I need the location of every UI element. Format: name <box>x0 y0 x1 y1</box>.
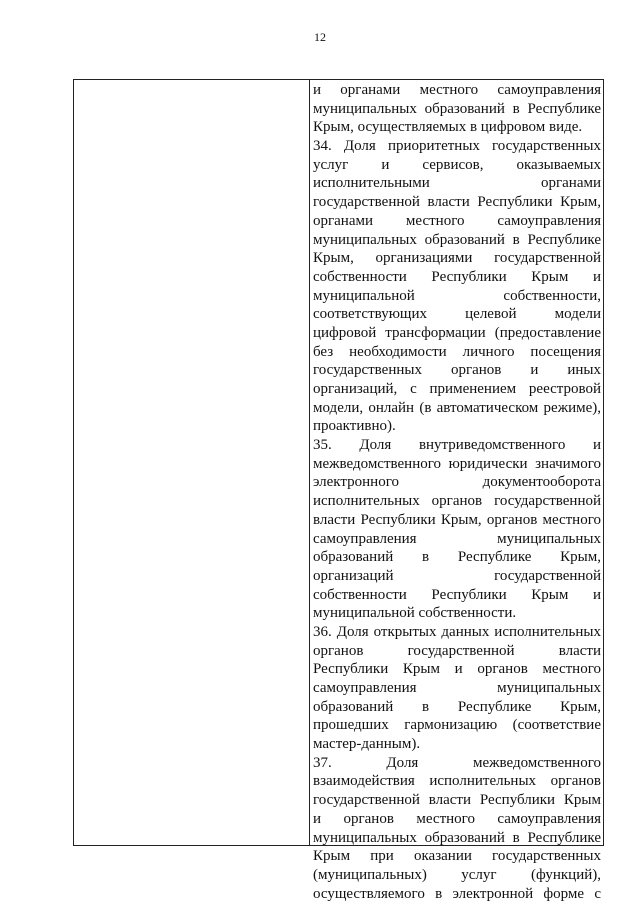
text-line: (муниципальных) услуг (функций), <box>313 866 601 883</box>
text-line: 36. Доля открытых данных исполнительных <box>313 623 601 640</box>
text-line: цифровой трансформации (предоставление <box>313 324 601 341</box>
text-line: муниципальных образований в Республике <box>313 100 601 117</box>
text-line: и органов местного самоуправления <box>313 810 601 827</box>
text-line: услуг и сервисов, оказываемых <box>313 156 601 173</box>
text-line: Крым при оказании государственных <box>313 848 601 865</box>
text-line: осуществляемого в электронной форме с <box>313 885 601 902</box>
text-line: органами местного самоуправления <box>313 212 601 229</box>
page-number: 12 <box>314 30 326 44</box>
text-line: модели, онлайн (в автоматическом режиме), <box>313 399 601 416</box>
text-line: исполнительных органов государственной <box>313 493 601 510</box>
text-line: образований в Республике Крым, <box>313 549 601 566</box>
text-line: Крым, осуществляемых в цифровом виде. <box>313 119 583 136</box>
text-line: и органами местного самоуправления <box>313 82 601 98</box>
text-line: взаимодействия исполнительных органов <box>313 773 601 790</box>
text-line: 37. Доля межведомственного <box>313 754 601 771</box>
text-line: межведомственного юридически значимого <box>313 455 601 472</box>
text-line: муниципальных образований в Республике <box>313 829 601 846</box>
text-line: самоуправления муниципальных <box>313 530 601 547</box>
text-line: электронного документооборота <box>313 474 601 491</box>
text-line: государственных органов и иных <box>313 362 601 379</box>
text-line: собственности Республики Крым и <box>313 268 601 285</box>
text-line: Крым, организациями государственной <box>313 250 601 267</box>
text-line: самоуправления муниципальных <box>313 680 601 696</box>
text-line: проактивно). <box>313 418 396 435</box>
text-line: Республики Крым и органов местного <box>313 661 601 678</box>
text-line: муниципальной собственности. <box>313 605 517 622</box>
text-line: исполнительными органами <box>313 175 601 192</box>
text-line: органов государственной власти <box>313 642 601 659</box>
text-line: собственности Республики Крым и <box>313 586 601 603</box>
text-line: образований в Республике Крым, <box>313 698 601 715</box>
document-table <box>73 79 604 902</box>
text-line: муниципальной собственности, <box>313 287 601 304</box>
text-line: 35. Доля внутриведомственного и <box>313 437 601 454</box>
text-line: муниципальных образований в Республике <box>313 231 601 248</box>
text-line: государственной власти Республики Крым <box>313 792 601 809</box>
table-right-cell <box>313 81 601 903</box>
text-line: власти Республики Крым, органов местного <box>313 511 601 528</box>
text-line: прошедших гармонизацию (соответствие <box>313 717 601 734</box>
text-line: государственной власти Республики Крым, <box>313 194 601 211</box>
text-line: без необходимости личного посещения <box>313 343 601 360</box>
text-line: организаций государственной <box>313 567 601 584</box>
text-line: соответствующих целевой модели <box>313 306 601 323</box>
text-line: мастер-данным). <box>313 736 421 753</box>
text-line: организаций, с применением реестровой <box>313 381 601 397</box>
column-divider <box>309 80 310 845</box>
text-line: 34. Доля приоритетных государственных <box>313 138 601 155</box>
